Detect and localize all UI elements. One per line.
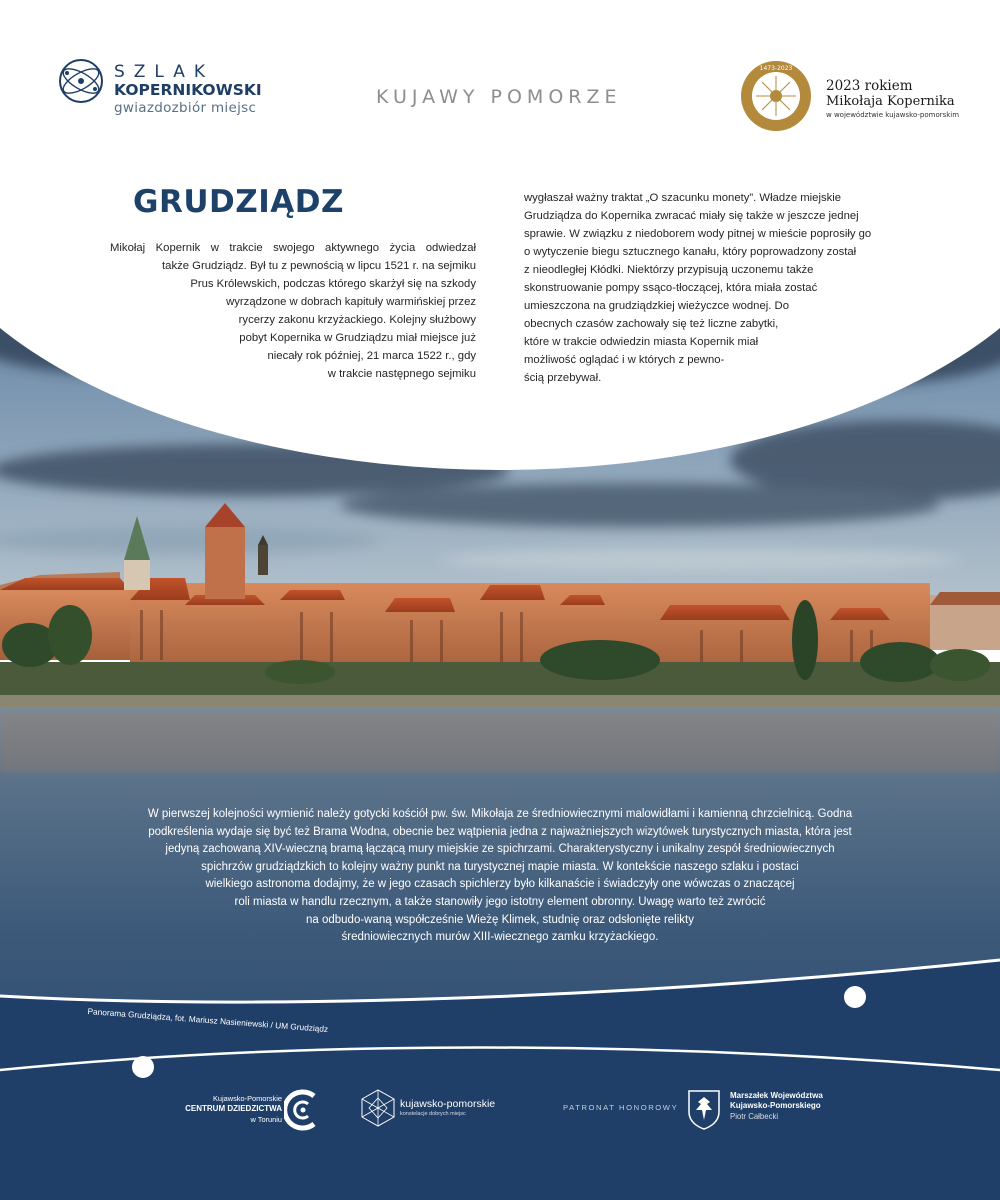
heritage-c-icon: [284, 1088, 320, 1132]
org1-line-2: CENTRUM DZIEDZICTWA: [185, 1104, 282, 1113]
org2-line-1: kujawsko-pomorskie: [400, 1098, 496, 1110]
seal-year-text: 1473-2023: [759, 65, 793, 72]
orbit-globe-icon: [58, 58, 104, 104]
text-line: wielkiego astronoma dodajmy, że w jego czasach spichlerzy było kilkanaście i świadczyły one wówczas o znaczącej: [205, 878, 795, 891]
year-logo-line-1: 2023 rokiem: [826, 78, 913, 94]
text-line: w trakcie następnego sejmiku: [327, 368, 476, 380]
text-line: Prus Królewskich, podczas którego skarżył się na szkody: [190, 278, 476, 290]
text-line: W pierwszej kolejności wymienić należy gotycki kościół pw. św. Mikołaja ze średniowiecznymi malowidłami i kamienną chrzcielnicą. Godna: [147, 808, 853, 820]
org3-line-3: Piotr Całbecki: [730, 1112, 779, 1121]
year-logo-line-3: w województwie kujawsko-pomorskim: [826, 111, 960, 119]
szlak-kopernikowski-logo: [58, 58, 278, 128]
water-reflection: [0, 712, 1000, 772]
text-line: ścią przebywał.: [524, 372, 602, 384]
year-logo-line-2: Mikołaja Kopernika: [826, 94, 955, 109]
bottom-paragraph: [120, 806, 880, 947]
region-name: KUJAWY POMORZE: [376, 86, 622, 108]
photo-caption: Panorama Grudziądza, fot. Mariusz Nasieniewski / UM Grudziądz: [87, 1006, 329, 1035]
text-line: rycerzy zakonu krzyżackiego. Kolejny służbowy: [238, 314, 476, 326]
text-line: sprawie. W związku z niedoborem wody pitnej w mieście poprosiły go: [524, 228, 872, 240]
logo-line-3: gwiazdozbiór miejsc: [114, 100, 257, 116]
text-line: Mikołaj Kopernik w trakcie swojego aktywnego życia odwiedzał: [110, 242, 476, 254]
marszalek-logo: [686, 1088, 866, 1132]
text-line: średniowiecznych murów XIII-wiecznego zamku krzyżackiego.: [341, 931, 659, 944]
text-line: wyrządzone w dobrach kapituły warmińskiej przez: [226, 296, 476, 308]
honorary-patronage-label: PATRONAT HONOROWY: [563, 1103, 679, 1112]
page-title: GRUDZIĄDZ: [133, 184, 344, 220]
text-line: o wytyczenie biegu sztucznego kanału, który poprowadzony został: [524, 246, 857, 258]
text-line: obecnych czasów zachowały się też liczne zabytki,: [524, 318, 779, 330]
constellation-icon: [360, 1088, 396, 1128]
text-line: z nieodległej Kłódki. Niektórzy przypisują uczonemu także: [524, 264, 814, 276]
text-line: podkreślenia wydaje się być też Brama Wodna, obecnie bez wątpienia jedna z najważniejszych wizytówek turystycznych miasta, która jest: [148, 825, 852, 838]
logo-line-2: KOPERNIKOWSKI: [114, 81, 262, 99]
text-line: także Grudziądz. Był tu z pewnością w lipcu 1521 r. na sejmiku: [162, 260, 476, 272]
text-column-right: [524, 189, 884, 387]
text-column-left: [110, 239, 476, 383]
org1-line-1: Kujawsko-Pomorskie: [212, 1094, 282, 1103]
copernicus-seal-icon: [740, 60, 812, 132]
text-line: na odbudo-waną współcześnie Wieżę Klimek, studnię oraz odsłonięte relikty: [305, 913, 694, 926]
text-line: możliwość oglądać i w których z pewno-: [524, 354, 725, 366]
text-line: skonstruowanie pompy ssąco-tłoczącej, która miała zostać: [524, 282, 818, 294]
text-line: Grudziądza do Kopernika zwracać miały się także w jeszcze jednej: [524, 210, 859, 222]
text-line: roli miasta w handlu rzecznym, a także stanowiły jego istotny element obronny. Uwagę warto też zwrócić: [234, 895, 766, 908]
text-line: pobyt Kopernika w Grudziądzu miał miejsce już: [239, 332, 476, 344]
kujawsko-pomorskie-logo: [360, 1088, 520, 1132]
org3-line-2: Kujawsko-Pomorskiego: [730, 1101, 821, 1110]
text-line: spichrzów grudziądzkich to kolejny ważny punkt na turystycznej mapie miasta. W kontekście naszego szlaku i postaci: [201, 860, 799, 873]
text-line: które w trakcie odwiedzin miasta Kopernik miał: [524, 336, 759, 348]
text-line: jedyną zachowaną XIV-wieczną bramą łączącą mury miejskie ze spichrzami. Charakterystyczny i unikalny zespół średniowiecznych: [165, 843, 835, 856]
org3-line-1: Marszałek Województwa: [730, 1091, 823, 1100]
logo-line-1: SZLAK: [114, 62, 215, 82]
org2-line-2: konstelacje dobrych miejsc: [400, 1111, 466, 1117]
text-line: wygłaszał ważny traktat „O szacunku monety”. Władze miejskie: [524, 192, 842, 204]
org1-line-3: w Toruniu: [250, 1115, 282, 1124]
coat-of-arms-icon: [686, 1088, 722, 1130]
text-line: umieszczona na grudziądzkiej wieżyczce wodnej. Do: [524, 300, 789, 312]
centrum-dziedzictwa-logo: [176, 1088, 326, 1132]
year-of-copernicus-logo: [740, 60, 1000, 140]
text-line: niecały rok później, 21 marca 1522 r., gdy: [267, 350, 476, 362]
